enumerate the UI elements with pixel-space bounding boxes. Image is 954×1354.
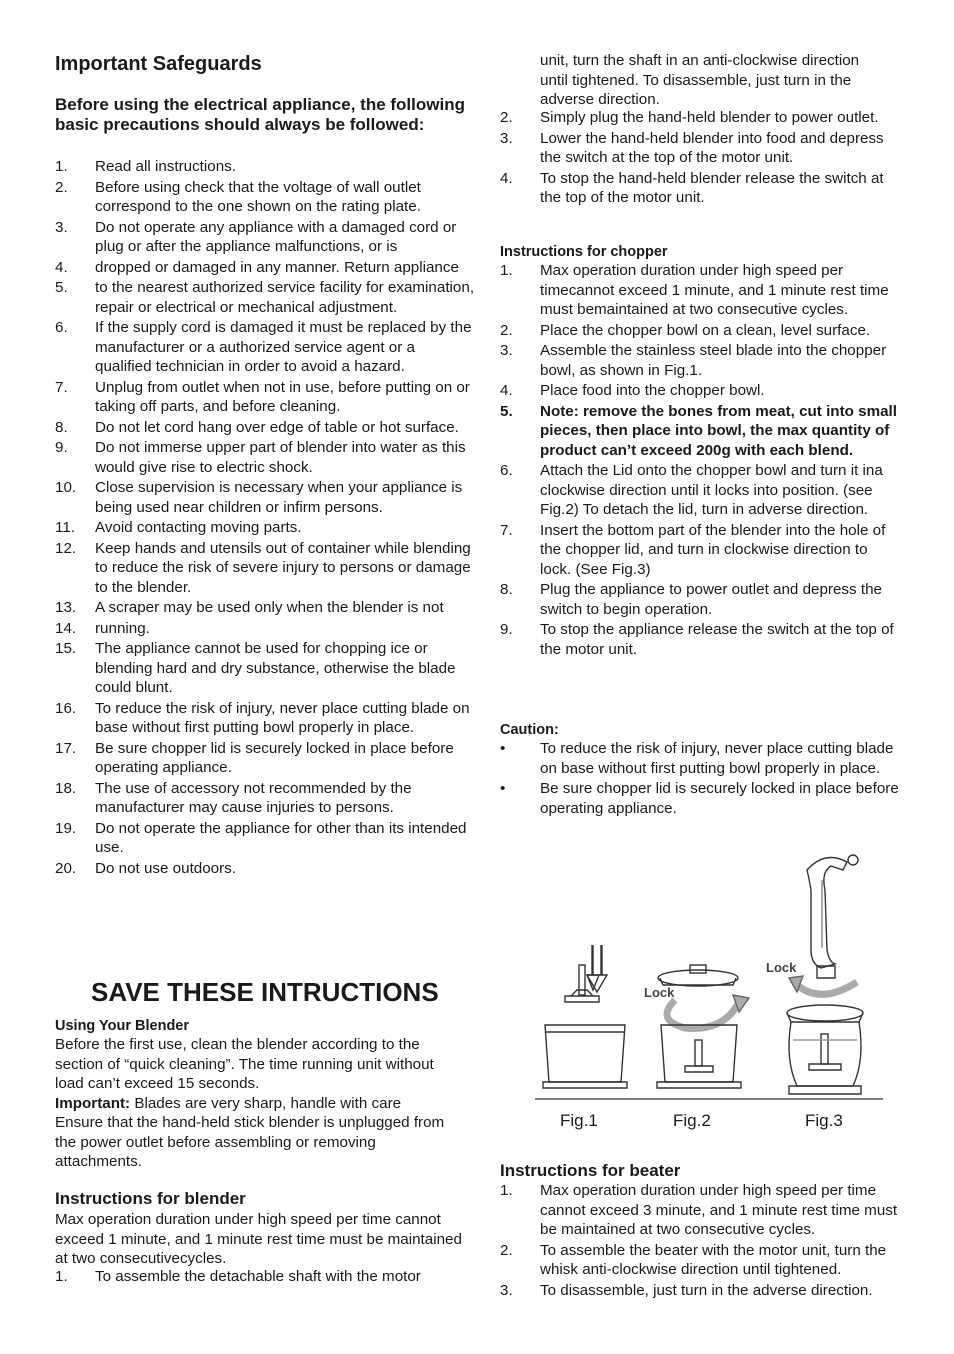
list-number: 1. [55, 158, 68, 175]
blender-title: Instructions for blender [55, 1189, 246, 1208]
list-text: Avoid contacting moving parts. [95, 519, 302, 536]
lock-label-fig3: Lock [766, 960, 797, 975]
list-text: Place the chopper bowl on a clean, level surface. [540, 321, 871, 339]
assembly-illustration [535, 850, 883, 1102]
list-text: dropped or damaged in any manner. Return appliance [95, 258, 459, 276]
list-number: 10. [55, 479, 77, 496]
list-text: Max operation duration under high speed per timecannot exceed 1 minute, and 1 minute rest time must bemaintained at two consecutive cycles. [540, 262, 889, 318]
blender-step-1-continued: unit, turn the shaft in an anti-clockwise direction until tightened. To disassemble, just turn in the adverse direction. [540, 52, 860, 108]
list-number: 1. [500, 262, 513, 279]
safeguard-item-10 [55, 478, 475, 517]
beater-title: Instructions for beater [500, 1161, 681, 1180]
safeguard-item-14 [55, 619, 475, 639]
list-text: Keep hands and utensils out of container while blending to reduce the risk of severe injury to persons or damage to the blender. [95, 539, 471, 596]
using-text [55, 1035, 455, 1172]
fig1-caption: Fig.1 [560, 1111, 598, 1130]
list-number: • [500, 780, 506, 797]
blender-step-1 [55, 1267, 475, 1287]
bowl-fig2-icon [657, 1025, 741, 1088]
caution-list [500, 739, 900, 819]
list-number: 9. [55, 439, 68, 456]
list-number: 2. [55, 178, 68, 196]
list-number: 15. [55, 640, 77, 657]
list-number: 1. [55, 1268, 68, 1285]
list-text: Before using check that the voltage of wall outlet correspond to the one shown on the rating plate. [95, 178, 421, 215]
list-text: The appliance cannot be used for chopping ice or blending hard and dry substance, otherwise the blade could blunt. [95, 640, 456, 696]
list-number: 6. [55, 319, 68, 336]
list-number: 3. [500, 1281, 513, 1299]
list-text: To stop the appliance release the switch at the top of the motor unit. [540, 621, 894, 658]
list-text: Do not immerse upper part of blender into water as this would give rise to electric shock. [95, 439, 466, 476]
list-number: 5. [500, 402, 513, 420]
safeguard-item-2 [55, 178, 475, 217]
blender-text: Max operation duration under high speed per time cannot exceed 1 minute, and 1 minute rest time must be maintained at two consecutivecycles. [55, 1211, 462, 1267]
list-text: Do not let cord hang over edge of table or hot surface. [95, 418, 459, 436]
list-number: 3. [55, 218, 68, 236]
chopper-step-9 [500, 620, 900, 659]
safeguard-item-15 [55, 639, 475, 698]
safeguard-item-7 [55, 378, 475, 417]
blender-step-right-1 [500, 108, 900, 128]
important-label: Important: [55, 1094, 131, 1112]
chopper-step-8 [500, 580, 900, 619]
list-text: Simply plug the hand-held blender to power outlet. [540, 109, 879, 126]
list-text: If the supply cord is damaged it must be replaced by the manufacturer or a authorized service agent or a qualified technician in order to avoid a hazard. [95, 319, 472, 375]
list-number: 14. [55, 619, 77, 637]
rotate-arrow-fig3-icon [789, 976, 857, 994]
list-number: 5. [55, 279, 68, 296]
list-number: 2. [500, 109, 513, 126]
safeguard-item-12 [55, 539, 475, 598]
list-number: 8. [55, 418, 68, 436]
list-number: 13. [55, 599, 77, 616]
list-text: Close supervision is necessary when your appliance is being used near children or infirm persons. [95, 479, 463, 516]
list-text: Attach the Lid onto the chopper bowl and turn it ina clockwise direction until it locks into position. (see Fig.2) To detach the lid, turn in adverse direction. [540, 462, 883, 518]
list-number: 16. [55, 699, 77, 717]
list-number: 19. [55, 819, 77, 837]
list-number: 7. [55, 378, 68, 396]
blade-icon [565, 965, 599, 1002]
list-text: To reduce the risk of injury, never place cutting blade on base without first putting bowl properly in place. [540, 740, 894, 777]
chopper-step-4 [500, 381, 900, 401]
down-arrow-icon [587, 945, 607, 992]
list-number: 4. [55, 258, 68, 276]
beater-step-3 [500, 1281, 900, 1301]
chopper-step-5 [500, 402, 900, 461]
list-text: To reduce the risk of injury, never place cutting blade on base without first putting bowl properly in place. [95, 699, 470, 736]
bowl-fig1-icon [543, 1025, 627, 1088]
list-text: Assemble the stainless steel blade into the chopper bowl, as shown in Fig.1. [540, 342, 887, 379]
list-number: 18. [55, 779, 77, 797]
list-text: Plug the appliance to power outlet and depress the switch to begin operation. [540, 581, 882, 618]
caution-item-2 [500, 779, 900, 818]
list-text: The use of accessory not recommended by the manufacturer may cause injuries to persons. [95, 779, 412, 816]
using-paragraph: Before the first use, clean the blender according to the section of “quick cleaning”. The time running unit without load can’t exceed 15 seconds. [55, 1036, 434, 1092]
safeguard-item-4 [55, 258, 475, 278]
safeguard-item-17 [55, 739, 475, 778]
fig2-caption: Fig.2 [673, 1111, 711, 1130]
beater-steps [500, 1181, 900, 1301]
list-text: Be sure chopper lid is securely locked in place before operating appliance. [95, 739, 454, 776]
safeguard-item-18 [55, 779, 475, 818]
save-instructions-title: SAVE THESE INTRUCTIONS [91, 977, 439, 1007]
list-number: 1. [500, 1182, 513, 1199]
safeguard-item-1 [55, 157, 475, 177]
list-number: 11. [55, 519, 75, 536]
list-number: 12. [55, 539, 77, 557]
safeguard-item-13 [55, 598, 475, 618]
list-number: 17. [55, 739, 77, 757]
list-number: 9. [500, 621, 513, 638]
list-number: 2. [500, 1241, 513, 1259]
page-title: Important Safeguards [55, 53, 262, 75]
chopper-step-3 [500, 341, 900, 380]
intro-heading: Before using the electrical appliance, the following basic precautions should always be followed: [55, 95, 465, 134]
chopper-steps [500, 261, 900, 660]
beater-step-2 [500, 1241, 900, 1280]
safeguard-item-19 [55, 819, 475, 858]
fig3-caption: Fig.3 [805, 1111, 843, 1130]
list-text: To assemble the beater with the motor unit, turn the whisk anti-clockwise direction until tightened. [540, 1241, 887, 1278]
chopper-assembly-icon [787, 1005, 863, 1094]
blender-step-right-2 [500, 129, 900, 168]
safeguard-item-11 [55, 518, 475, 538]
caution-title: Caution: [500, 722, 559, 738]
motor-unit-icon [807, 855, 858, 978]
safeguard-item-9 [55, 438, 475, 477]
list-text: Do not operate the appliance for other than its intended use. [95, 819, 467, 856]
blender-steps-left [55, 1267, 475, 1288]
list-text: Max operation duration under high speed per time cannot exceed 3 minute, and 1 minute rest time must be maintained at two consecutive cycles. [540, 1182, 898, 1238]
chopper-step-1 [500, 261, 900, 320]
list-text: Place food into the chopper bowl. [540, 382, 765, 399]
list-text: Note: remove the bones from meat, cut into small pieces, then place into bowl, the max quantity of product can’t exceed 200g with each blend. [540, 402, 897, 459]
using-title: Using Your Blender [55, 1018, 190, 1034]
safeguard-item-8 [55, 418, 475, 438]
safeguard-item-3 [55, 218, 475, 257]
chopper-step-6 [500, 461, 900, 520]
list-text: To disassemble, just turn in the adverse direction. [540, 1281, 873, 1299]
list-text: Lower the hand-held blender into food and depress the switch at the top of the motor unit. [540, 129, 884, 166]
beater-step-1 [500, 1181, 900, 1240]
safeguards-list [55, 157, 475, 879]
rotate-arrow-icon [667, 995, 749, 1028]
list-text: To assemble the detachable shaft with the motor [95, 1268, 421, 1285]
chopper-title: Instructions for chopper [500, 244, 668, 260]
safeguard-item-6 [55, 318, 475, 377]
chopper-step-7 [500, 521, 900, 580]
list-text: Do not use outdoors. [95, 859, 236, 877]
safeguard-item-20 [55, 859, 475, 879]
list-text: to the nearest authorized service facility for examination, repair or electrical or mechanical adjustment. [95, 279, 475, 316]
list-text: Be sure chopper lid is securely locked in place before operating appliance. [540, 780, 899, 817]
list-number: 4. [500, 382, 513, 399]
safeguard-item-5 [55, 278, 475, 317]
assembly-figure [535, 850, 883, 1102]
list-number: 4. [500, 169, 513, 187]
list-text: running. [95, 619, 150, 637]
list-text: To stop the hand-held blender release the switch at the top of the motor unit. [540, 169, 884, 206]
ensure-text: Ensure that the hand-held stick blender is unplugged from the power outlet before assembling or removing attachments. [55, 1114, 445, 1170]
blender-step-right-3 [500, 169, 900, 208]
list-number: 8. [500, 581, 513, 598]
list-text: Unplug from outlet when not in use, before putting on or taking off parts, and before cleaning. [95, 378, 470, 415]
list-number: 3. [500, 129, 513, 147]
lock-label-fig2: Lock [644, 985, 675, 1000]
list-text: A scraper may be used only when the blender is not [95, 599, 444, 616]
list-number: 6. [500, 462, 513, 479]
caution-item-1 [500, 739, 900, 778]
list-text: Do not operate any appliance with a damaged cord or plug or after the appliance malfunctions, or is [95, 218, 457, 255]
important-text: Blades are very sharp, handle with care [130, 1094, 402, 1112]
list-number: 20. [55, 859, 77, 877]
list-number: 2. [500, 321, 513, 339]
blender-steps-right [500, 108, 900, 209]
list-text: Read all instructions. [95, 158, 236, 175]
chopper-step-2 [500, 321, 900, 341]
list-number: 3. [500, 342, 513, 359]
list-text: Insert the bottom part of the blender into the hole of the chopper lid, and turn in clockwise direction to lock. (See Fig.3) [540, 521, 886, 578]
safeguard-item-16 [55, 699, 475, 738]
list-number: 7. [500, 521, 513, 539]
list-number: • [500, 740, 506, 757]
